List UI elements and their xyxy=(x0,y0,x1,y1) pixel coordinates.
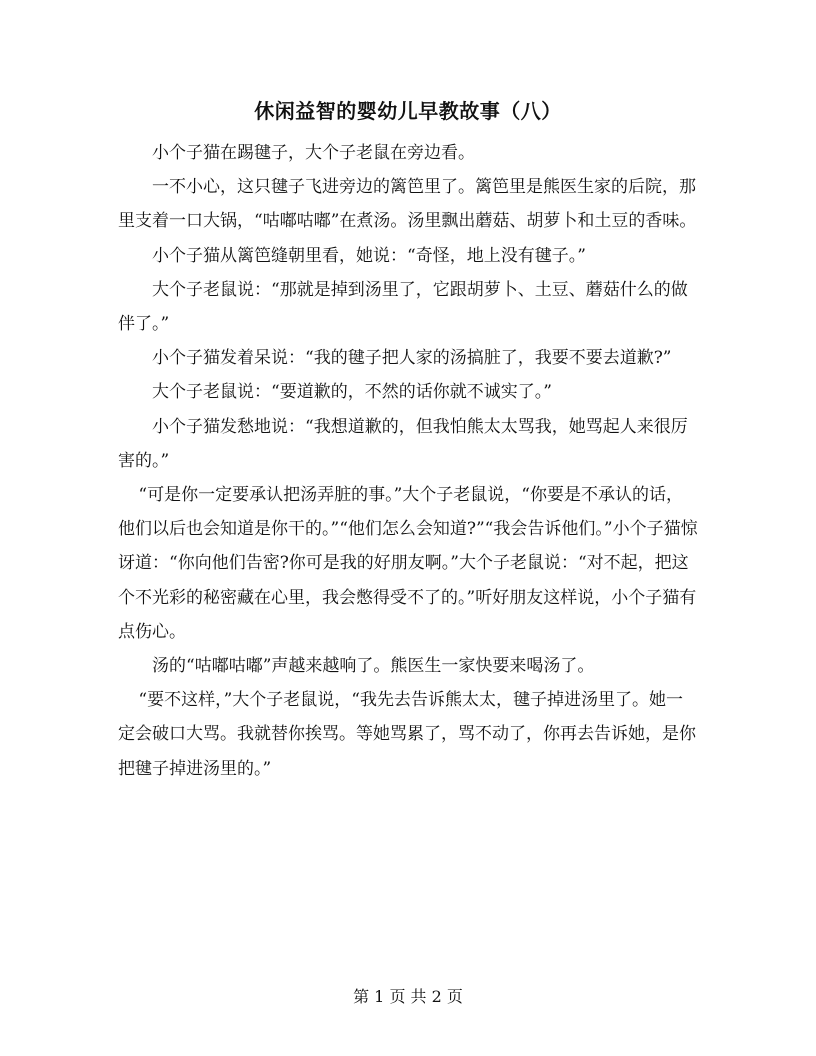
page-footer xyxy=(0,985,816,1009)
current-page-number: 1 xyxy=(374,987,385,1006)
footer-suffix: 页 xyxy=(446,987,463,1006)
paragraph: 小个子猫从篱笆缝朝里看，她说：“奇怪，地上没有毽子。” xyxy=(152,245,586,266)
document-body xyxy=(118,136,698,786)
footer-prefix: 第 xyxy=(353,987,370,1006)
paragraph: 汤的“咕嘟咕嘟”声越来越响了。熊医生一家快要来喝汤了。 xyxy=(152,656,595,677)
paragraph: 大个子老鼠说：“那就是掉到汤里了，它跟胡萝卜、土豆、蘑菇什么的做伴了。” xyxy=(118,279,688,335)
total-page-count: 2 xyxy=(431,987,442,1006)
paragraph: 小个子猫在踢毽子，大个子老鼠在旁边看。 xyxy=(152,143,475,163)
footer-middle: 页 共 xyxy=(389,987,427,1006)
paragraph: 小个子猫发愁地说：“我想道歉的，但我怕熊太太骂我，她骂起人来很厉害的。” xyxy=(118,416,688,471)
paragraph: 小个子猫发着呆说：“我的毽子把人家的汤搞脏了，我要不要去道歉?” xyxy=(152,348,672,369)
paragraph: 大个子老鼠说：“要道歉的，不然的话你就不诚实了。” xyxy=(152,382,552,403)
paragraph: “要不这样，”大个子老鼠说，“我先去告诉熊太太，毽子掉进汤里了。她一定会破口大骂。我就替你挨骂。等她骂累了，骂不动了，你再去告诉她，是你把毽子掉进汤里的。” xyxy=(118,690,696,779)
paragraph: 一不小心，这只毽子飞进旁边的篱笆里了。篱笆里是熊医生家的后院，那里支着一口大锅，“咕嘟咕嘟”在煮汤。汤里飘出蘑菇、胡萝卜和土豆的香味。 xyxy=(118,177,697,232)
paragraph: “可是你一定要承认把汤弄脏的事。”大个子老鼠说，“你要是不承认的话，他们以后也会知道是你干的。”“他们怎么会知道?”“我会告诉他们。”小个子猫惊讶道：“你向他们告密?你可是我的好朋友啊。”大个子老鼠说：“对不起，把这个不光彩的秘密藏在心里，我会憋得受不了的。”听好朋友这样说，小个子猫有点伤心。 xyxy=(118,485,698,642)
document-title: 休闲益智的婴幼儿早教故事（八） xyxy=(254,99,562,123)
